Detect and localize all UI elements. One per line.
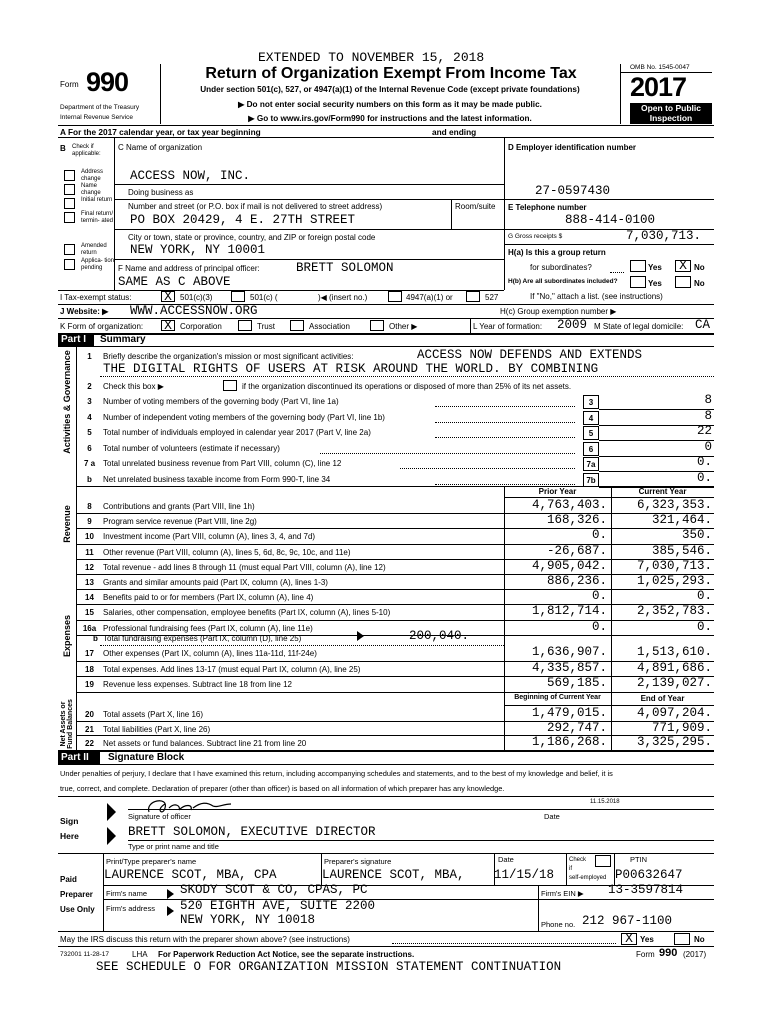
discuss-no-checkbox[interactable] (674, 933, 690, 945)
gov-line-box: 7b (583, 473, 599, 487)
leader-dots (435, 437, 575, 438)
initial-return-label: Initial return (81, 197, 113, 203)
side-expenses: Expenses (62, 614, 72, 658)
group-return-yes-label: Yes (648, 263, 662, 272)
check-if-label: Check if applicable: (72, 144, 101, 157)
mission-line1[interactable]: ACCESS NOW DEFENDS AND EXTENDS (417, 348, 643, 362)
revenue-line-num: 12 (85, 562, 94, 572)
subordinates-included-label: H(b) Are all subordinates included? (508, 278, 618, 285)
527-label: 527 (485, 293, 499, 302)
side-net-assets: Net Assets or Fund Balances (60, 699, 74, 749)
tax-year: 2017 (630, 72, 687, 102)
revenue-line-label: Other revenue (Part VIII, column (A), lines 5, 6d, 8c, 9c, 10c, and 11e) (103, 547, 351, 557)
current-year-header: Current Year (638, 487, 687, 496)
line-1-num: 1 (87, 352, 92, 361)
inspection: Inspection (649, 113, 693, 123)
group-exemption-label: H(c) Group exemption number ▶ (500, 307, 617, 316)
other-org-label: Other ▶ (389, 322, 418, 331)
expense-prior-value[interactable]: 0. (591, 619, 607, 634)
here-label: Here (60, 831, 79, 841)
website-label: J Website: ▶ (60, 307, 109, 316)
expense-current-value[interactable]: 2,352,783. (636, 604, 712, 619)
revenue-current-value[interactable]: 321,464. (651, 513, 712, 528)
lha-label: LHA (132, 950, 148, 959)
ein-value[interactable]: 27-0597430 (535, 184, 611, 198)
other-org-checkbox[interactable] (370, 320, 384, 331)
group-return-no-checkbox[interactable]: X (675, 260, 691, 272)
city-state-zip[interactable]: NEW YORK, NY 10001 (130, 243, 266, 257)
city-label: City or town, state or province, country, and ZIP or foreign postal code (128, 233, 376, 242)
leader-dots (435, 406, 575, 407)
gov-line-value[interactable]: 8 (704, 393, 712, 407)
ein-label: D Employer identification number (508, 143, 637, 152)
expense-current-value[interactable]: 1,513,610. (636, 645, 712, 659)
gov-line-num: 6 (87, 443, 92, 453)
net-assets-current-value[interactable]: 771,909. (651, 720, 712, 735)
amended-return-label: Amended return (81, 243, 107, 256)
gov-line-num: 4 (87, 412, 92, 422)
telephone-value[interactable]: 888-414-0100 (565, 213, 656, 227)
gov-line-box: 4 (583, 411, 599, 425)
year-formation-label: L Year of formation: (473, 322, 543, 331)
name-change-checkbox[interactable] (64, 184, 75, 195)
leader-dots (320, 453, 575, 454)
ssn-warning: ▶ Do not enter social security numbers on this form as it may be made public. (238, 100, 542, 109)
leader-dots (400, 468, 575, 469)
form-title: Return of Organization Exempt From Income Tax (205, 65, 577, 82)
trust-label: Trust (257, 322, 275, 331)
gov-line-label: Total unrelated business revenue from Part VIII, column (C), line 12 (103, 459, 342, 469)
eoy-header: End of Year (640, 694, 685, 703)
signature-date-label: Date (544, 812, 560, 821)
group-return-label: H(a) Is this a group return (508, 248, 606, 257)
sign-label: Sign (60, 816, 79, 826)
instructions-link: ▶ Go to www.irs.gov/Form990 for instructions and the latest information. (248, 114, 532, 123)
footer-form-label: Form (636, 950, 655, 959)
expense-prior-value[interactable]: 1,812,714. (531, 604, 607, 619)
row-rule (76, 692, 714, 693)
principal-officer-label: F Name and address of principal officer: (118, 264, 260, 273)
extended-note: EXTENDED TO NOVEMBER 15, 2018 (258, 50, 485, 65)
footer-form-year: (2017) (683, 950, 707, 959)
gov-line-label: Total number of individuals employed in calendar year 2017 (Part V, line 2a) (103, 428, 371, 438)
application-pending-label: Applica- tion pending (81, 258, 115, 271)
gov-line-num: 3 (87, 397, 92, 406)
expense-line-num: 15 (85, 608, 94, 618)
initial-return-checkbox[interactable] (64, 198, 75, 209)
part2-label: Part II (61, 752, 89, 763)
trust-checkbox[interactable] (238, 320, 252, 331)
street-label: Number and street (or P.O. box if mail is not delivered to street address) (128, 202, 383, 211)
line-a-label: A For the 2017 calendar year, or tax year beginning (60, 127, 261, 137)
self-employed-label: self-employed (569, 875, 607, 881)
revenue-line-num: 10 (85, 532, 94, 542)
firm-ein-label: Firm's EIN ▶ (541, 889, 584, 898)
penalty-statement-2: true, correct, and complete. Declaration of preparer (other than officer) is based on all information of which preparer has any knowledge. (60, 784, 505, 793)
line-16b-arrow-icon (357, 631, 364, 641)
discontinued-label: Check this box ▶ (103, 382, 164, 391)
side-revenue: Revenue (62, 505, 72, 543)
expense-line-num: 14 (85, 593, 94, 603)
mission-line2[interactable]: THE DIGITAL RIGHTS OF USERS AT RISK AROUND THE WORLD. BY COMBINING (103, 362, 599, 376)
preparer-sig-label: Preparer's signature (324, 857, 392, 866)
expense-line-num: 13 (85, 578, 94, 587)
penalty-statement-1: Under penalties of perjury, I declare that I have examined this return, including accompanying schedules and statements, and to the best of my knowledge and belief, it is (60, 769, 613, 778)
org-name[interactable]: ACCESS NOW, INC. (130, 169, 251, 183)
expense-line-num: 16a (82, 623, 97, 633)
expense-line-label: Grants and similar amounts paid (Part IX, column (A), lines 1-3) (103, 578, 328, 587)
subordinates-question: for subordinates? (530, 263, 592, 272)
firm-name[interactable]: SKODY SCOT & CO, CPAS, PC (180, 883, 368, 897)
leader-dots (435, 422, 575, 423)
discuss-question: May the IRS discuss this return with the preparer shown above? (see instructions) (60, 935, 350, 944)
corporation-label: Corporation (180, 322, 222, 331)
tax-exempt-label: I Tax-exempt status: (60, 293, 132, 302)
expense-line-num: 19 (85, 680, 94, 690)
net-assets-prior-value[interactable]: 1,479,015. (531, 706, 607, 720)
paperwork-notice: For Paperwork Reduction Act Notice, see the separate instructions. (158, 950, 415, 959)
revenue-prior-value[interactable]: 0. (591, 528, 607, 543)
expense-current-value[interactable]: 4,891,686. (636, 660, 712, 675)
firm-name-label: Firm's name (106, 889, 148, 898)
expense-current-value[interactable]: 2,139,027. (636, 676, 712, 691)
year-formation-value[interactable]: 2009 (557, 318, 588, 332)
discuss-yes-checkbox[interactable]: X (621, 933, 637, 945)
if-label: if (569, 866, 572, 872)
fundraising-expenses-value[interactable]: 200,040. (409, 629, 470, 643)
revenue-line-label: Total revenue - add lines 8 through 11 (must equal Part VIII, column (A), line 12) (103, 562, 386, 572)
revenue-current-value[interactable]: 385,546. (651, 543, 712, 558)
print-name-label: Print/Type preparer's name (106, 857, 197, 866)
expense-prior-value[interactable]: 569,185. (546, 676, 607, 691)
sign-arrow-icon (107, 803, 116, 821)
state-domicile-value[interactable]: CA (695, 318, 711, 332)
line-16b-label: Total fundraising expenses (Part IX, column (D), line 25) (103, 634, 302, 643)
net-assets-line-num: 20 (85, 710, 94, 719)
4947-label: 4947(a)(1) or (406, 293, 453, 302)
preparer-date[interactable]: 11/15/18 (494, 868, 555, 882)
expense-line-num: 18 (85, 664, 94, 674)
gov-line-box: 6 (583, 442, 599, 456)
officer-name-title[interactable]: BRETT SOLOMON, EXECUTIVE DIRECTOR (128, 825, 376, 839)
corporation-checkbox[interactable]: X (161, 320, 175, 331)
self-employed-checkbox[interactable] (595, 855, 611, 867)
revenue-line-label: Program service revenue (Part VIII, line 2g) (103, 517, 257, 527)
expense-current-value[interactable]: 0. (696, 619, 712, 634)
final-return-label: Final return/ termin- ated (81, 211, 114, 224)
revenue-line-label: Investment income (Part VIII, column (A), lines 3, 4, and 7d) (103, 532, 316, 542)
revenue-prior-value[interactable]: 4,905,042. (531, 558, 607, 573)
association-checkbox[interactable] (290, 320, 304, 331)
website-value[interactable]: WWW.ACCESSNOW.ORG (130, 304, 258, 318)
discuss-yes-label: Yes (640, 935, 654, 944)
mission-label: Briefly describe the organization's mission or most significant activities: (103, 352, 354, 361)
section-rule (76, 486, 714, 487)
net-assets-current-value[interactable]: 4,097,204. (636, 706, 712, 720)
form-of-org-label: K Form of organization: (60, 322, 144, 331)
527-checkbox[interactable] (466, 291, 480, 302)
revenue-prior-value[interactable]: 4,763,403. (531, 498, 607, 512)
firm-address-2[interactable]: NEW YORK, NY 10018 (180, 913, 316, 927)
net-assets-prior-value[interactable]: 292,747. (546, 720, 607, 735)
net-assets-line-label: Total liabilities (Part X, line 26) (103, 724, 211, 734)
501c-other-label: 501(c) ( (250, 293, 278, 302)
net-assets-current-value[interactable]: 3,325,295. (636, 735, 712, 750)
gov-line-value[interactable]: 8 (704, 408, 712, 423)
gov-line-label: Total number of volunteers (estimate if necessary) (103, 443, 280, 453)
dba-label: Doing business as (128, 188, 194, 197)
expense-line-label: Professional fundraising fees (Part IX, column (A), line 11e) (103, 623, 313, 633)
revenue-current-value[interactable]: 7,030,713. (636, 558, 712, 573)
line-2-num: 2 (87, 382, 92, 391)
paid-label: Paid (60, 875, 77, 884)
c-label: C Name of organization (118, 143, 203, 152)
name-arrow-icon (107, 827, 116, 845)
side-activities-governance: Activities & Governance (62, 350, 72, 454)
name-title-label: Type or print name and title (128, 842, 219, 851)
use-only-label: Use Only (60, 905, 95, 914)
gov-line-label: Number of voting members of the governing body (Part VI, line 1a) (103, 397, 339, 406)
revenue-line-label: Contributions and grants (Part VIII, line 1h) (103, 502, 255, 511)
ptin-label: PTIN (630, 855, 648, 864)
subordinates-no-label: No (694, 279, 705, 288)
discontinued-desc: if the organization discontinued its operations or disposed of more than 25% of its net assets. (242, 382, 572, 391)
expense-prior-value[interactable]: 0. (591, 589, 607, 604)
room-suite-label: Room/suite (455, 202, 496, 211)
net-assets-line-label: Net assets or fund balances. Subtract line 21 from line 20 (103, 739, 307, 749)
revenue-line-num: 8 (87, 502, 92, 511)
dept-irs: Internal Revenue Service (60, 114, 133, 121)
omb-number: OMB No. 1545-0047 (630, 64, 690, 71)
group-return-no-label: No (694, 263, 705, 272)
preparer-phone[interactable]: 212 967-1100 (582, 914, 673, 928)
signature-label: Signature of officer (128, 812, 191, 821)
net-assets-line-label: Total assets (Part X, line 16) (103, 710, 204, 719)
row-rule (76, 635, 714, 636)
preparer-name[interactable]: LAURENCE SCOT, MBA, CPA (104, 868, 277, 882)
expense-line-label: Revenue less expenses. Subtract line 18 from line 12 (103, 680, 292, 690)
name-change-label: Name change (81, 183, 101, 196)
state-domicile-label: M State of legal domicile: (594, 322, 684, 331)
firm-address-label: Firm's address (106, 904, 155, 913)
gov-line-label: Net unrelated business taxable income from Form 990-T, line 34 (103, 475, 331, 484)
boy-header: Beginning of Current Year (514, 694, 601, 701)
expense-prior-value[interactable]: 4,335,857. (531, 660, 607, 675)
revenue-prior-value[interactable]: 168,326. (546, 513, 607, 528)
address-change-checkbox[interactable] (64, 170, 75, 181)
b-label: B (60, 144, 66, 153)
gov-line-num: b (87, 475, 92, 484)
gov-line-num: 7 a (83, 459, 96, 469)
firm-address-arrow-icon (167, 906, 174, 916)
signature-date: 11.15.2018 (590, 799, 620, 805)
subordinates-yes-checkbox[interactable] (630, 276, 646, 288)
preparer-label: Preparer (60, 890, 93, 899)
and-ending-label: and ending (432, 127, 477, 137)
net-assets-line-num: 21 (85, 724, 94, 734)
501c3-checkbox[interactable]: X (161, 291, 175, 302)
line-16b-num: b (93, 634, 98, 643)
501c3-label: 501(c)(3) (180, 293, 213, 302)
revenue-prior-value[interactable]: -26,687. (546, 543, 607, 558)
gov-line-value[interactable]: 0 (704, 439, 712, 454)
street-address[interactable]: PO BOX 20429, 4 E. 27TH STREET (130, 213, 356, 227)
form-code: 732001 11-28-17 (60, 951, 110, 958)
revenue-current-value[interactable]: 350. (681, 528, 712, 543)
expense-line-num: 17 (85, 649, 94, 658)
expense-line-label: Other expenses (Part IX, column (A), lines 11a-11d, 11f-24e) (103, 649, 317, 658)
firm-address-1[interactable]: 520 EIGHTH AVE, SUITE 2200 (180, 899, 376, 913)
preparer-ptin[interactable]: P00632647 (615, 868, 683, 882)
gross-receipts-label: G Gross receipts $ (508, 233, 563, 240)
gov-line-box: 7a (583, 457, 599, 471)
insert-no-label: )◀ (insert no.) (318, 293, 368, 302)
net-assets-prior-value[interactable]: 1,186,268. (531, 735, 607, 750)
501c-other-checkbox[interactable] (231, 291, 245, 302)
revenue-line-num: 11 (85, 547, 94, 557)
expense-current-value[interactable]: 0. (696, 589, 712, 604)
address-change-label: Address change (81, 169, 104, 182)
expense-line-label: Salaries, other compensation, employee benefits (Part IX, column (A), lines 5-10) (103, 608, 391, 618)
firm-ein[interactable]: 13-3597814 (608, 883, 684, 897)
prior-year-header: Prior Year (538, 487, 577, 496)
gov-line-value[interactable]: 0. (696, 471, 712, 485)
gov-line-box: 5 (583, 426, 599, 440)
attach-list-note: If "No," attach a list. (see instructions) (530, 292, 663, 301)
row-rule (76, 750, 714, 751)
row-rule (599, 487, 714, 488)
form-label: Form (60, 80, 79, 89)
check-label: Check (569, 857, 587, 863)
discontinued-checkbox[interactable] (223, 380, 237, 391)
group-return-yes-checkbox[interactable] (630, 260, 646, 272)
phone-no-label: Phone no. (541, 920, 576, 929)
net-assets-line-num: 22 (85, 739, 94, 749)
principal-officer[interactable]: BRETT SOLOMON (296, 261, 394, 275)
officer-address[interactable]: SAME AS C ABOVE (118, 275, 231, 289)
gov-line-value[interactable]: 0. (696, 455, 712, 470)
expense-current-value[interactable]: 1,025,293. (636, 574, 712, 588)
gov-line-box: 3 (583, 395, 599, 409)
firm-name-arrow-icon (167, 889, 174, 899)
subordinates-yes-label: Yes (648, 279, 662, 288)
preparer-date-label: Date (498, 855, 514, 864)
expense-prior-value[interactable]: 1,636,907. (531, 645, 607, 659)
revenue-line-num: 9 (87, 517, 92, 527)
association-label: Association (309, 322, 350, 331)
subordinates-no-checkbox[interactable] (675, 276, 691, 288)
final-return-checkbox[interactable] (64, 212, 75, 223)
gov-line-label: Number of independent voting members of the governing body (Part VI, line 1b) (103, 412, 385, 422)
expense-line-label: Total expenses. Add lines 13-17 (must equal Part IX, column (A), line 25) (103, 664, 361, 674)
open-public: Open to Public (641, 103, 701, 113)
preparer-signature[interactable]: LAURENCE SCOT, MBA, (322, 868, 465, 882)
schedule-o-note: SEE SCHEDULE O FOR ORGANIZATION MISSION STATEMENT CONTINUATION (96, 960, 562, 974)
form-subtitle: Under section 501(c), 527, or 4947(a)(1) of the Internal Revenue Code (except private foundations) (200, 85, 580, 94)
application-pending-checkbox[interactable] (64, 259, 75, 270)
dept-treasury: Department of the Treasury (60, 104, 140, 111)
4947-checkbox[interactable] (388, 291, 402, 302)
telephone-label: E Telephone number (508, 203, 587, 212)
leader-dots (435, 484, 575, 485)
expense-line-label: Benefits paid to or for members (Part IX, column (A), line 4) (103, 593, 314, 603)
form-number: 990 (86, 67, 129, 97)
amended-return-checkbox[interactable] (64, 244, 75, 255)
part2-title: Signature Block (108, 752, 185, 763)
discuss-no-label: No (694, 935, 705, 944)
revenue-current-value[interactable]: 6,323,353. (636, 498, 712, 512)
gov-line-value[interactable]: 22 (696, 424, 712, 439)
part1-title: Summary (100, 334, 146, 345)
gross-receipts-value[interactable]: 7,030,713. (626, 229, 702, 243)
footer-form-number: 990 (659, 947, 678, 959)
expense-prior-value[interactable]: 886,236. (546, 574, 607, 588)
part1-label: Part I (61, 334, 87, 345)
gov-line-num: 5 (87, 428, 92, 438)
